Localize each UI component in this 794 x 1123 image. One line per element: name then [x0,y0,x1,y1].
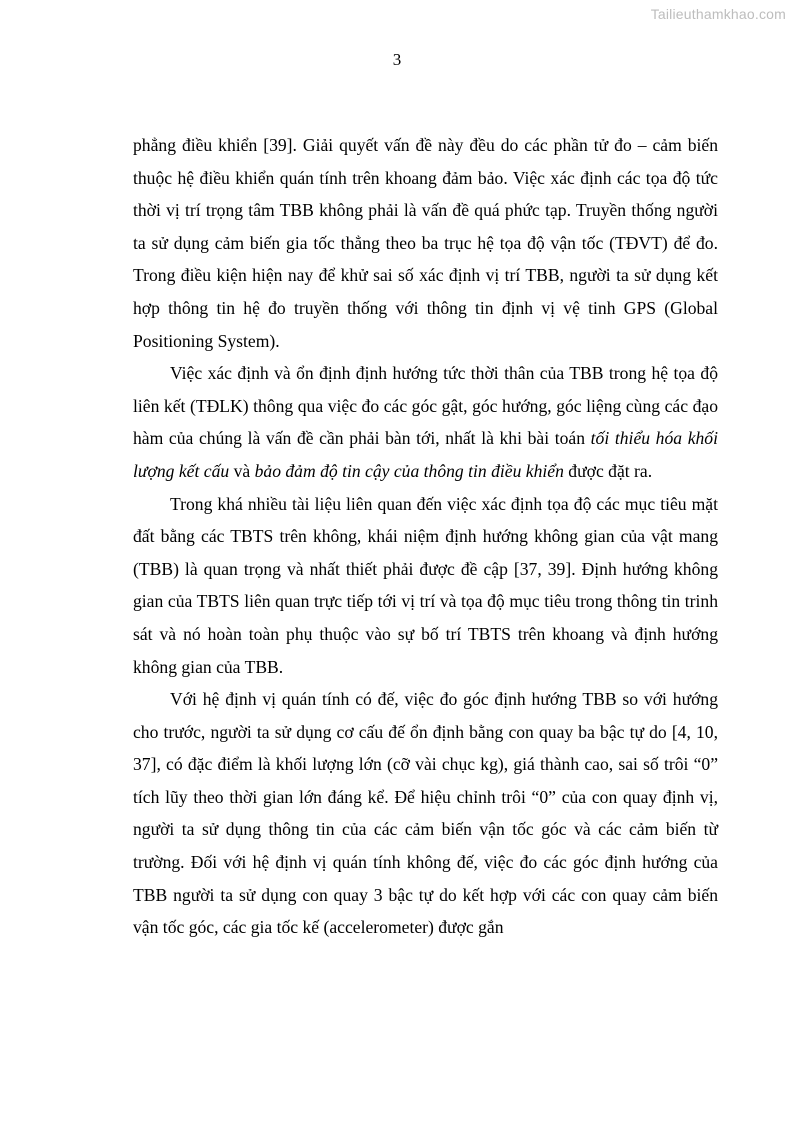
page-number: 3 [392,50,402,69]
paragraph-2-text-b: và [229,460,255,481]
watermark: Tailieuthamkhao.com [650,6,786,22]
paragraph-2-text-a: Việc xác định và ổn định định hướng tức thời thân của TBB trong hệ tọa độ liên kết (TĐLK) thông qua việc đo các góc gật, góc hướng, góc liệng cùng các đạo hàm của chúng là vấn đề cần phải bàn tới, nhất là khi bài toán [133,363,718,449]
paragraph-2-text-c: được đặt ra. [563,460,653,481]
paragraph-4: Với hệ định vị quán tính có đế, việc đo góc định hướng TBB so với hướng cho trước, người ta sử dụng cơ cấu đế ổn định bằng con quay ba bậc tự do [4, 10, 37], có đặc điểm là khối lượng lớn (cỡ vài chục kg), giá thành cao, sai số trôi “0” tích lũy theo thời gian lớn đáng kể. Để hiệu chỉnh trôi “0” của con quay định vị, người ta sử dụng thông tin của các cảm biến vận tốc góc và các cảm biến từ trường. Đối với hệ định vị quán tính không đế, việc đo các góc định hướng của TBB người ta sử dụng con quay 3 bậc tự do kết hợp với các con quay cảm biến vận tốc góc, các gia tốc kế (accelerometer) được gắn [133,689,718,938]
paragraph-2-italic-b: bảo đảm độ tin cậy của thông tin điều khiển [254,460,564,481]
paragraph-2-italic-a: tối thiểu hóa khối lượng kết cấu [133,428,718,481]
paragraph-3: Trong khá nhiều tài liệu liên quan đến việc xác định tọa độ các mục tiêu mặt đất bằng các TBTS trên không, khái niệm định hướng không gian của vật mang (TBB) là quan trọng và nhất thiết phải được đề cập [37, 39]. Định hướng không gian của TBTS liên quan trực tiếp tới vị trí và tọa độ mục tiêu trong thông tin trinh sát và nó hoàn toàn phụ thuộc vào sự bố trí TBTS trên khoang và định hướng không gian của TBB. [133,493,718,677]
paragraph-1: phẳng điều khiển [39]. Giải quyết vấn đề này đều do các phần tử đo – cảm biến thuộc hệ điều khiển quán tính trên khoang đảm bảo. Việc xác định các tọa độ tức thời vị trí trọng tâm TBB không phải là vấn đề quá phức tạp. Truyền thống người ta sử dụng cảm biến gia tốc thẳng theo ba trục hệ tọa độ vận tốc (TĐVT) để đo. Trong điều kiện hiện nay để khử sai số xác định vị trí TBB, người ta sử dụng kết hợp thông tin hệ đo truyền thống với thông tin định vị vệ tinh GPS (Global Positioning System). [133,135,718,351]
paragraph-2 [133,357,718,487]
document-body [133,129,718,944]
